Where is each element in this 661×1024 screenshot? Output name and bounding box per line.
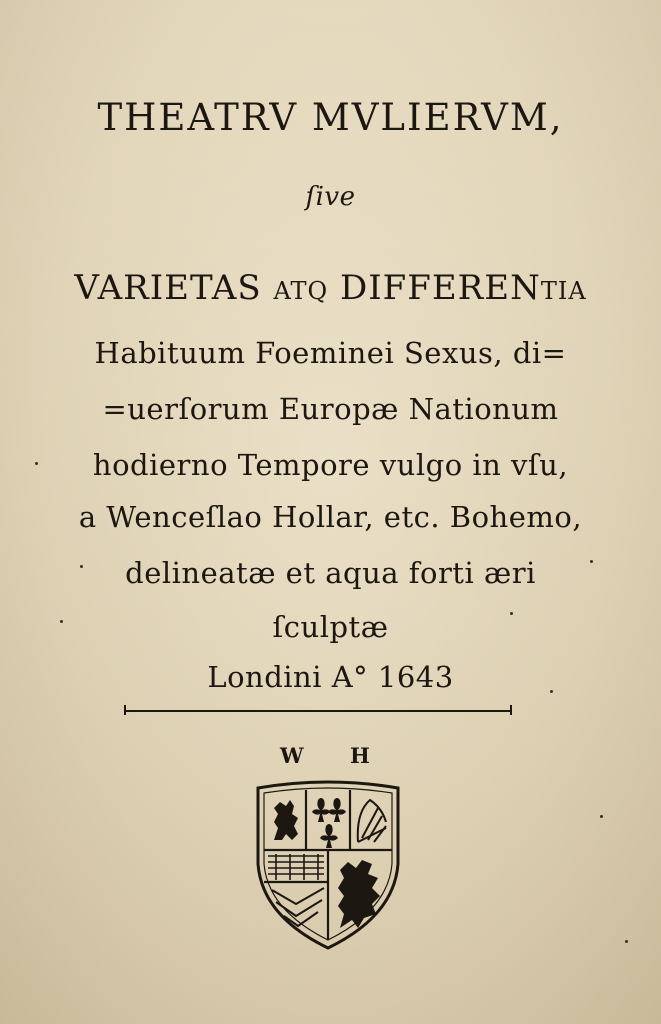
- main-title: THEATRV MVLIERVM,: [97, 96, 564, 139]
- foxing-speck: [80, 565, 83, 568]
- text-line-hodierno: hodierno Tempore vulgo in vſu,: [92, 448, 569, 482]
- conjunction-line: ſive: [305, 182, 356, 212]
- heraldic-shield-icon: [254, 778, 402, 950]
- foxing-speck: [625, 940, 628, 943]
- subtitle-line: VARIETAS atq DIFFERENtia: [74, 268, 587, 308]
- foxing-speck: [60, 620, 63, 623]
- text-line-habituum: Habituum Foeminei Sexus, di=: [94, 336, 567, 370]
- foxing-speck: [590, 560, 593, 563]
- foxing-speck: [35, 462, 38, 465]
- text-line-author: a Wenceſlao Hollar, etc. Bohemo,: [78, 500, 583, 534]
- monogram-right: H: [350, 743, 372, 768]
- foxing-speck: [510, 612, 513, 615]
- text-line-nationum: =uerſorum Europæ Nationum: [102, 392, 559, 426]
- monogram-left: W: [280, 743, 306, 768]
- text-line-delineatae: delineatæ et aqua forti æri: [125, 556, 536, 590]
- foxing-speck: [600, 815, 603, 818]
- text-line-sculptae: ſculptæ: [272, 610, 389, 644]
- imprint-line: Londini A° 1643: [207, 660, 454, 694]
- decorative-rule: [124, 710, 512, 712]
- foxing-speck: [550, 690, 553, 693]
